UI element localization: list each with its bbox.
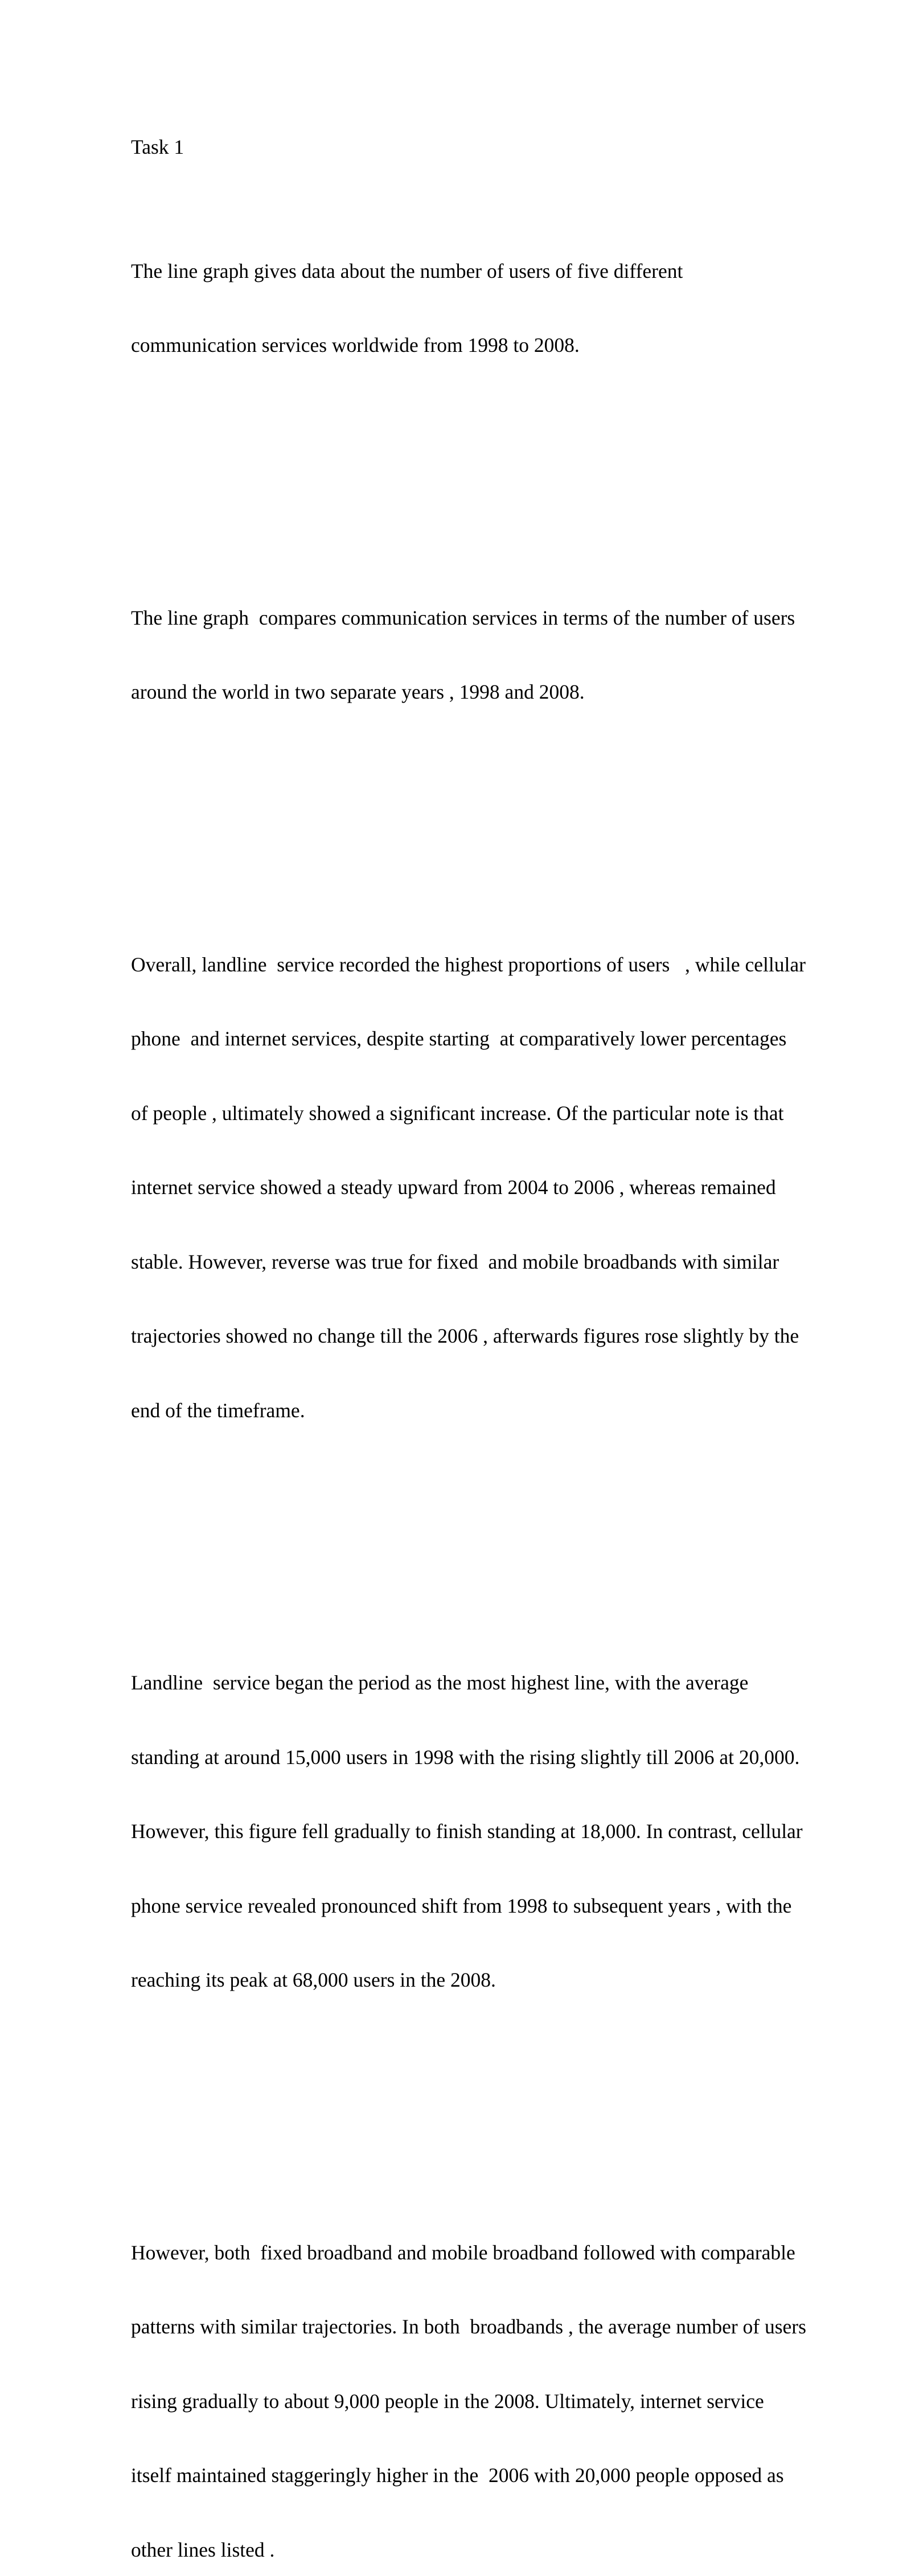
paragraph-line: Landline service began the period as the most highest line, with the average <box>131 1671 865 1696</box>
paragraph-line: Overall, landline service recorded the highest proportions of users , while cellular <box>131 953 865 978</box>
paragraph-spacer <box>131 1522 865 1547</box>
paragraph-spacer <box>131 2092 865 2117</box>
paragraph-line: itself maintained staggeringly higher in the 2006 with 20,000 people opposed as <box>131 2463 865 2488</box>
paragraph-line: The line graph compares communication services in terms of the number of users <box>131 606 865 631</box>
task-heading: Task 1 <box>131 135 865 160</box>
paragraph-line: reaching its peak at 68,000 users in the 2008. <box>131 1968 865 1993</box>
paragraph-line: patterns with similar trajectories. In both broadbands , the average number of users <box>131 2315 865 2340</box>
paragraph-spacer <box>131 457 865 482</box>
paragraph-line: However, this figure fell gradually to finish standing at 18,000. In contrast, cellular <box>131 1819 865 1844</box>
body-paragraph-1 <box>131 1621 865 2042</box>
paragraph-line: internet service showed a steady upward from 2004 to 2006 , whereas remained <box>131 1175 865 1200</box>
document-body <box>131 85 865 2576</box>
paragraph-line: trajectories showed no change till the 2006 , afterwards figures rose slightly by the <box>131 1324 865 1349</box>
prompt-line: The line graph gives data about the number of users of five different <box>131 259 865 284</box>
paragraph-line: other lines listed . <box>131 2538 865 2563</box>
paragraph-line: end of the timeframe. <box>131 1398 865 1424</box>
introduction-paragraph <box>131 556 865 754</box>
prompt-line: communication services worldwide from 1998 to 2008. <box>131 333 865 358</box>
paragraph-line: rising gradually to about 9,000 people in the 2008. Ultimately, internet service <box>131 2389 865 2414</box>
task-prompt <box>131 210 865 408</box>
paragraph-line: of people , ultimately showed a significant increase. Of the particular note is that <box>131 1101 865 1126</box>
body-paragraph-2 <box>131 2191 865 2576</box>
paragraph-line: stable. However, reverse was true for fixed and mobile broadbands with similar <box>131 1250 865 1275</box>
overview-paragraph <box>131 903 865 1473</box>
paragraph-line: phone service revealed pronounced shift from 1998 to subsequent years , with the <box>131 1894 865 1919</box>
paragraph-line: phone and internet services, despite starting at comparatively lower percentages <box>131 1027 865 1052</box>
paragraph-line: around the world in two separate years , 1998 and 2008. <box>131 680 865 705</box>
paragraph-spacer <box>131 804 865 829</box>
paragraph-line: However, both fixed broadband and mobile broadband followed with comparable <box>131 2241 865 2266</box>
paragraph-line: standing at around 15,000 users in 1998 with the rising slightly till 2006 at 20,000. <box>131 1745 865 1770</box>
